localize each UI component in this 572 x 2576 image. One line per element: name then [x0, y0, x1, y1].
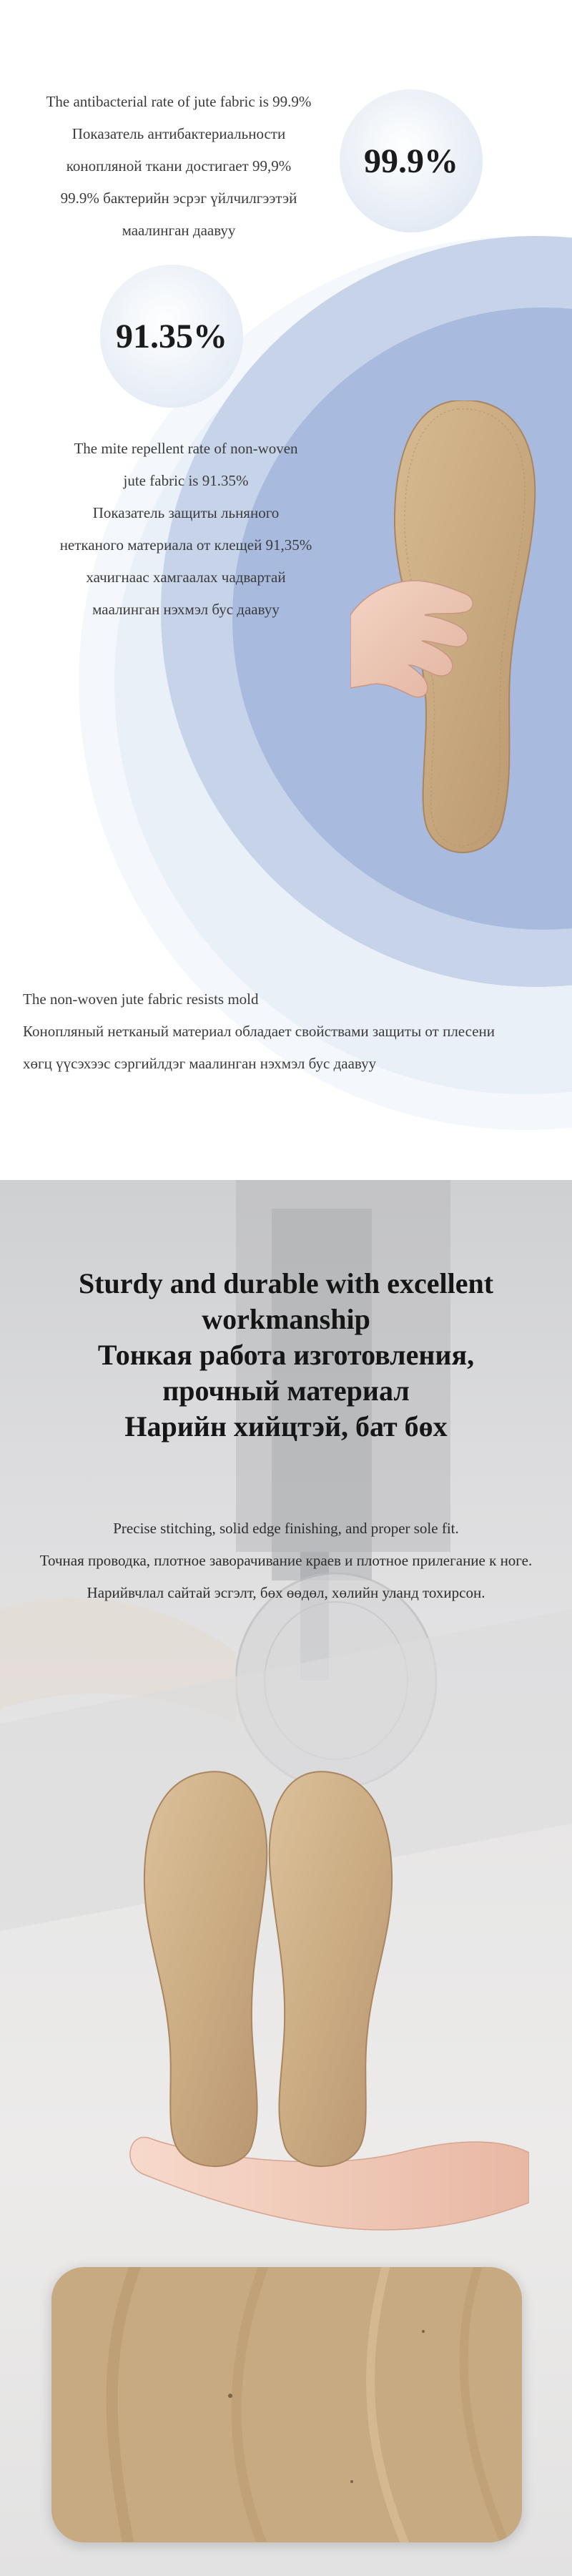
antibacterial-rate-value: 99.9% — [364, 142, 458, 180]
mite-repellent-text — [18, 433, 354, 626]
description-line: Нарийвчлал сайтай эсгэлт, бөх өөдөл, хөлийн уланд тохирсон. — [87, 1584, 485, 1601]
mold-line: The non-woven jute fabric resists mold — [23, 990, 259, 1008]
workmanship-title — [14, 1266, 558, 1445]
title-line: Sturdy and durable with excellent — [78, 1267, 494, 1299]
antibacterial-line: 99.9% бактерийн эсрэг үйлчилгээтэй — [60, 190, 297, 207]
description-line: Precise stitching, solid edge finishing, and proper sole fit. — [113, 1520, 459, 1537]
antibacterial-line: The antibacterial rate of jute fabric is 99.9% — [46, 93, 312, 110]
workmanship-section — [0, 1180, 572, 2576]
hand-holding-insole-pair-image — [100, 1766, 529, 2253]
antibacterial-line: маалинган даавуу — [122, 222, 236, 239]
antibacterial-text — [21, 86, 336, 247]
description-line: Точная проводка, плотное заворачивание краев и плотное прилегание к ноге. — [39, 1552, 533, 1569]
mite-line: нетканого материала от клещей 91,35% — [59, 536, 312, 554]
workmanship-description — [7, 1513, 565, 1609]
hand-holding-insole-image — [350, 400, 572, 865]
antibacterial-line: конопляной ткани достигает 99,9% — [66, 157, 292, 174]
title-line: Тонкая работа изготовления, — [97, 1339, 475, 1371]
mite-repellent-rate-value: 91.35% — [116, 317, 227, 355]
antibacterial-rate-badge — [340, 89, 483, 232]
title-line: workmanship — [202, 1303, 370, 1335]
mite-line: The mite repellent rate of non-woven — [74, 440, 298, 457]
features-section — [0, 0, 572, 1180]
mite-line: маалинган нэхмэл бус даавуу — [92, 601, 280, 618]
mold-line: Конопляный нетканый материал обладает свойствами защиты от плесени — [23, 1023, 495, 1040]
mite-line: Показатель защиты льняного — [92, 504, 280, 521]
mold-resistance-text — [23, 983, 566, 1080]
mite-line: хачигнаас хамгаалах чадвартай — [86, 569, 286, 586]
antibacterial-line: Показатель антибактериальности — [72, 125, 286, 142]
title-line: прочный материал — [162, 1375, 410, 1407]
title-line: Нарийн хийцтэй, бат бөх — [124, 1410, 448, 1442]
mold-line: хөгц үүсэхээс сэргийлдэг маалинган нэхмэл бус даавуу — [23, 1055, 377, 1072]
fabric-texture-closeup-image — [51, 2267, 522, 2542]
mite-line: jute fabric is 91.35% — [123, 472, 249, 489]
mite-repellent-rate-badge — [100, 265, 243, 408]
